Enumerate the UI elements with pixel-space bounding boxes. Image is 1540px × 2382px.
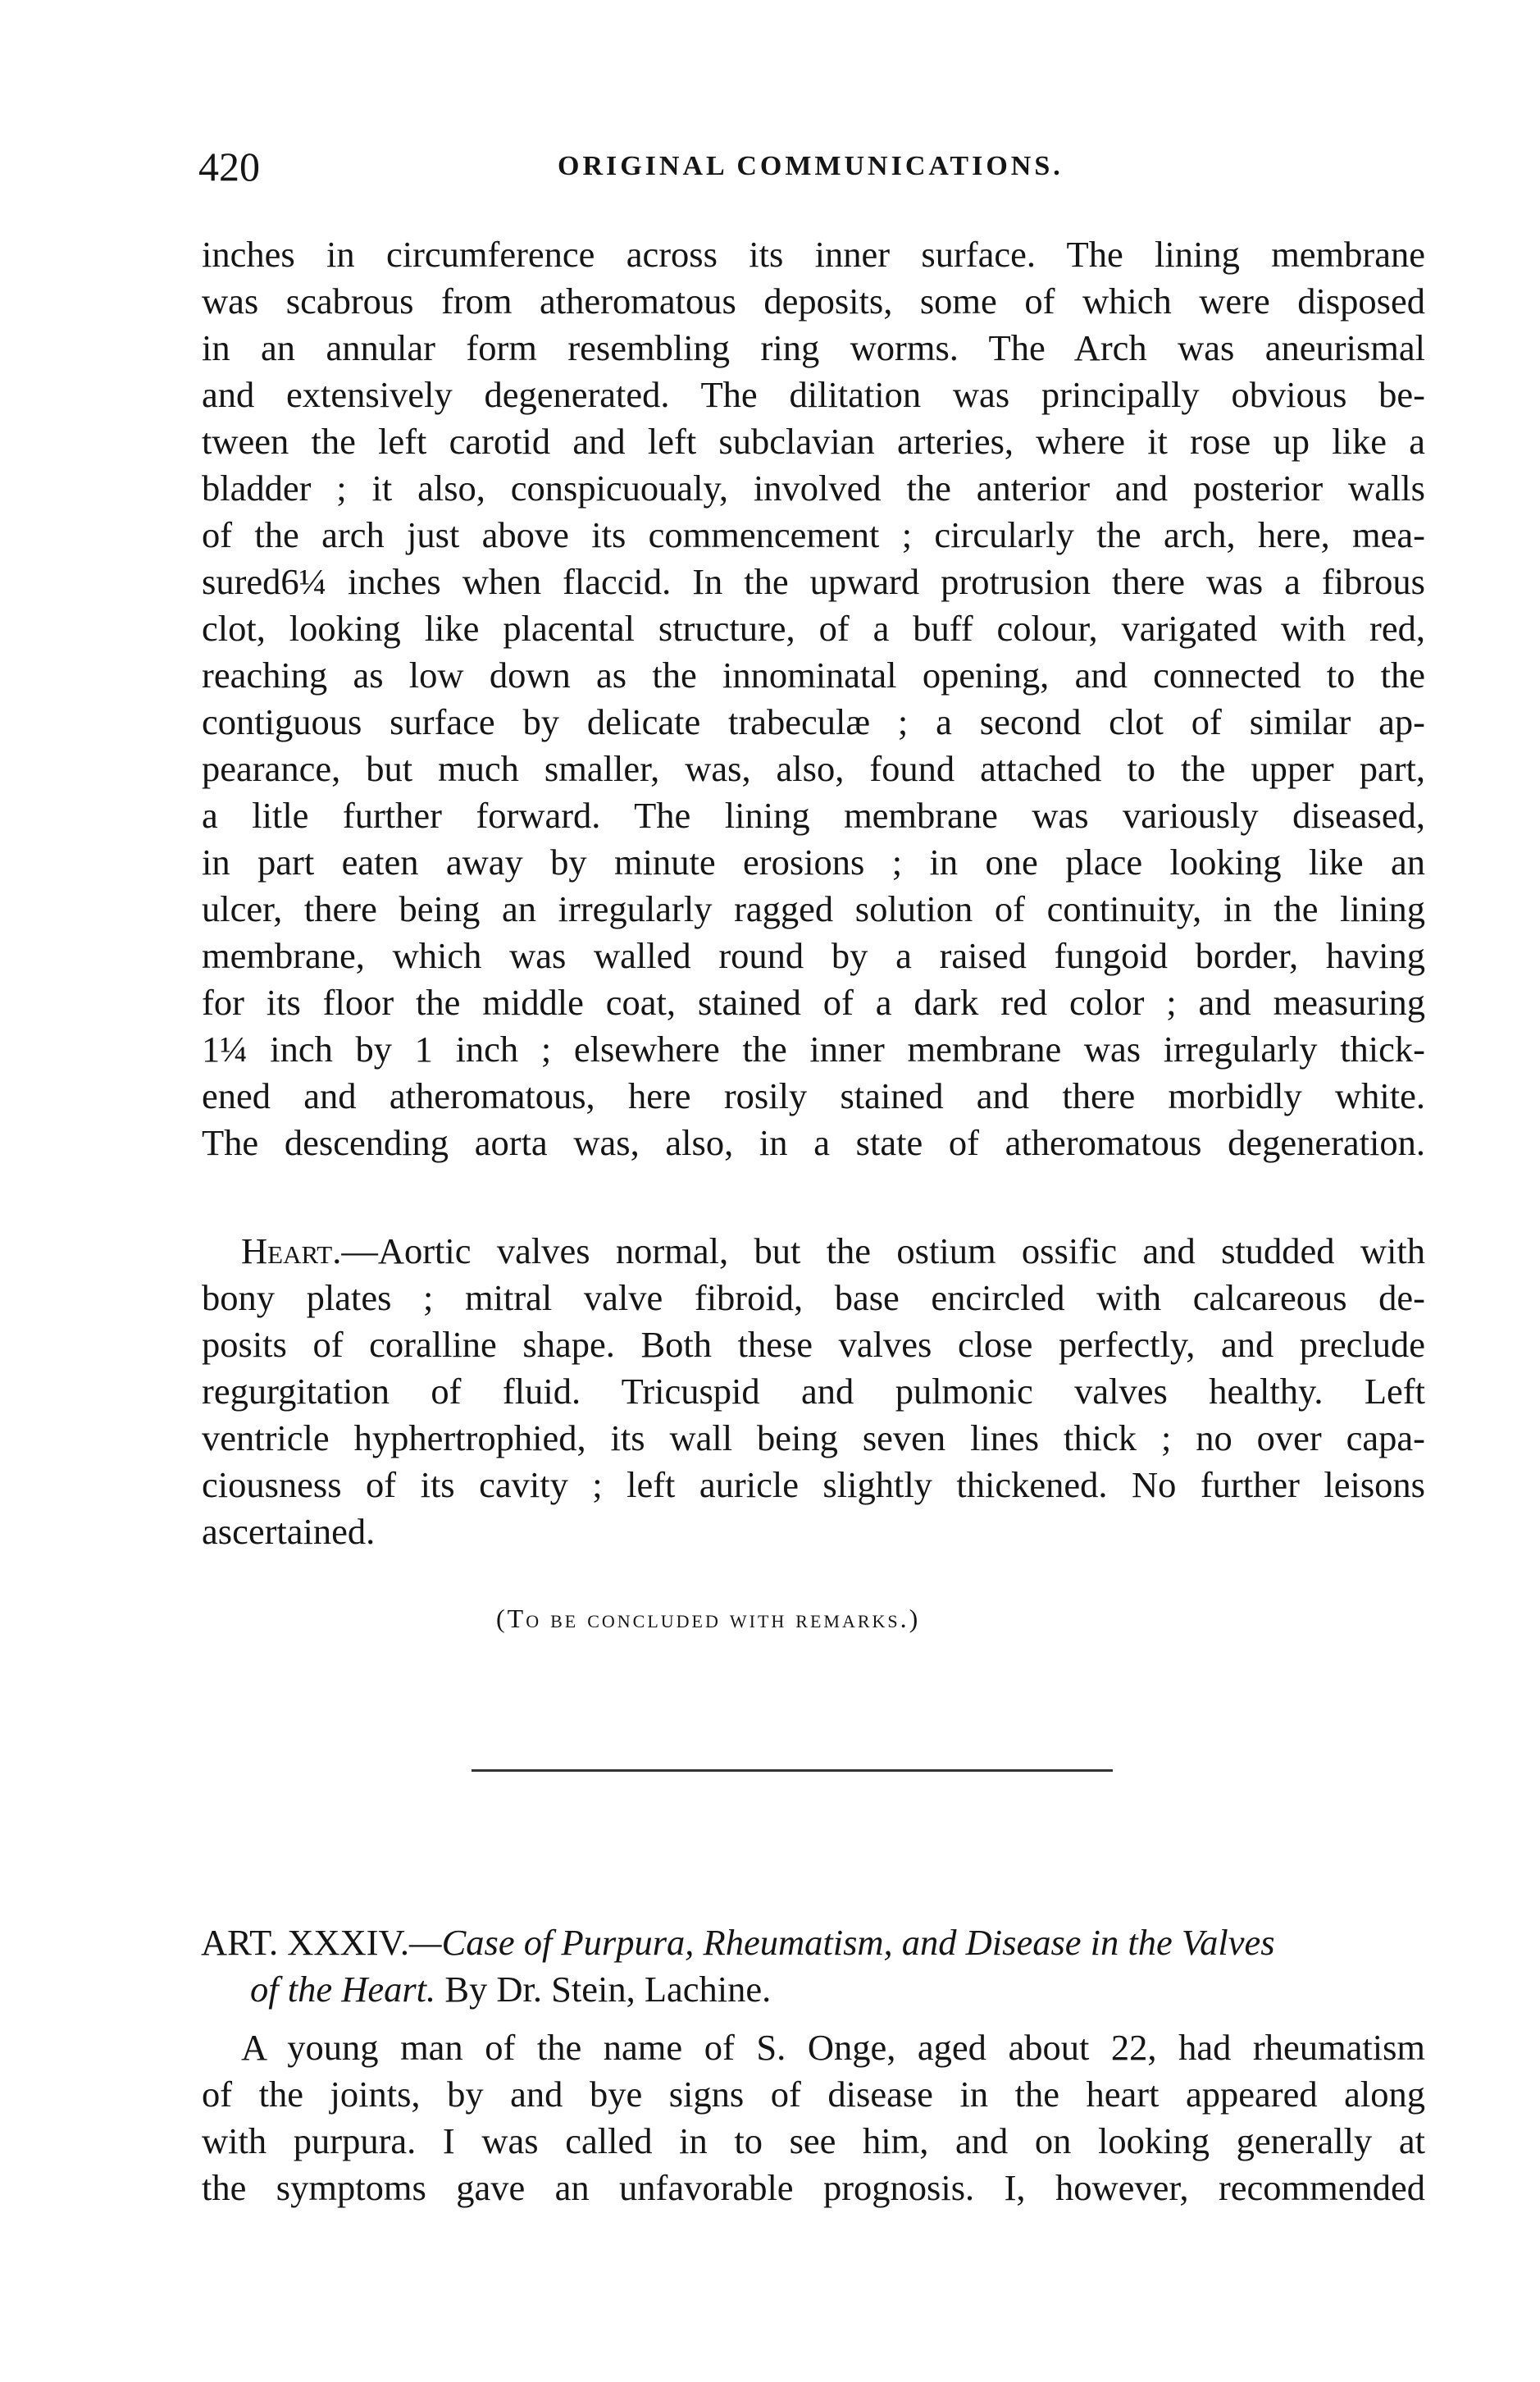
text-line: ulcer, there being an irregularly ragged solution of continuity, in the lining	[202, 888, 1425, 929]
text-line: sured6¼ inches when flaccid. In the upward protrusion there was a fibrous	[202, 561, 1425, 602]
page-number: 420	[198, 144, 260, 189]
running-title: ORIGINAL COMMUNICATIONS.	[558, 151, 1064, 181]
article-title-line	[201, 1966, 1431, 2013]
text-line: The descending aorta was, also, in a state of atheromatous degeneration.	[202, 1122, 1425, 1163]
text-line: for its floor the middle coat, stained of a dark red color ; and measuring	[202, 982, 1425, 1023]
case-paragraph	[202, 2024, 1425, 2211]
text-line: bladder ; it also, conspicuoualy, involved the anterior and posterior walls	[202, 468, 1425, 509]
text-line: ciousness of its cavity ; left auricle slightly thickened. No further leisons	[202, 1464, 1425, 1505]
text-line: in part eaten away by minute erosions ; in one place looking like an	[202, 842, 1425, 883]
text-line: regurgitation of fluid. Tricuspid and pulmonic valves healthy. Left	[202, 1371, 1425, 1412]
text-line: was scabrous from atheromatous deposits, some of which were disposed	[202, 281, 1425, 322]
article-title: —Case of Purpura, Rheumatism, and Disease in the Valves	[409, 1922, 1275, 1963]
text-line: ascertained.	[202, 1511, 376, 1552]
heart-heading: Heart.	[241, 1230, 342, 1271]
text-line: with purpura. I was called in to see him, and on looking generally at	[202, 2120, 1425, 2161]
article-heading	[201, 1919, 1431, 2013]
aorta-description-paragraph	[202, 231, 1425, 1166]
text-line: the symptoms gave an unfavorable prognosis. I, however, recommended	[202, 2167, 1425, 2208]
text-line: and extensively degenerated. The dilitation was principally obvious be-	[202, 374, 1425, 415]
text-line: contiguous surface by delicate trabeculæ ; a second clot of similar ap-	[202, 701, 1425, 742]
text-line: A young man of the name of S. Onge, aged about 22, had rheumatism	[241, 2027, 1425, 2068]
text-line: ened and atheromatous, here rosily stained and there morbidly white.	[202, 1075, 1425, 1116]
text-line: inches in circumference across its inner surface. The lining membrane	[202, 234, 1425, 275]
text-line: of the joints, by and bye signs of disease in the heart appeared along	[202, 2074, 1425, 2115]
text-line: a litle further forward. The lining membrane was variously diseased,	[202, 795, 1425, 836]
to-be-concluded-note: (To be concluded with remarks.)	[496, 1604, 921, 1633]
text-line: in an annular form resembling ring worms. The Arch was aneurismal	[202, 327, 1425, 368]
article-title-continued: of the Heart.	[250, 1969, 436, 2010]
text-line: tween the left carotid and left subclavian arteries, where it rose up like a	[202, 421, 1425, 462]
text-line	[202, 1228, 1425, 1275]
text-line: membrane, which was walled round by a raised fungoid border, having	[202, 935, 1425, 976]
article-byline: By Dr. Stein, Lachine.	[435, 1969, 772, 2010]
text-line: ventricle hyphertrophied, its wall being seven lines thick ; no over capa-	[202, 1417, 1425, 1458]
text-line: bony plates ; mitral valve fibroid, base encircled with calcareous de-	[202, 1277, 1425, 1318]
article-label: ART. XXXIV.	[201, 1922, 410, 1963]
heart-paragraph	[202, 1228, 1425, 1555]
text-line: 1¼ inch by 1 inch ; elsewhere the inner membrane was irregularly thick-	[202, 1029, 1425, 1070]
section-divider	[472, 1769, 1113, 1772]
heart-line-text: —Aortic valves normal, but the ostium ossific and studded with	[341, 1230, 1425, 1271]
article-title-line	[201, 1919, 1431, 1966]
text-line: clot, looking like placental structure, of a buff colour, varigated with red,	[202, 608, 1425, 649]
text-line: posits of coralline shape. Both these valves close perfectly, and preclude	[202, 1324, 1425, 1365]
text-line: pearance, but much smaller, was, also, found attached to the upper part,	[202, 748, 1425, 789]
text-line: of the arch just above its commencement ; circularly the arch, here, mea-	[202, 514, 1425, 555]
text-line: reaching as low down as the innominatal opening, and connected to the	[202, 655, 1425, 696]
